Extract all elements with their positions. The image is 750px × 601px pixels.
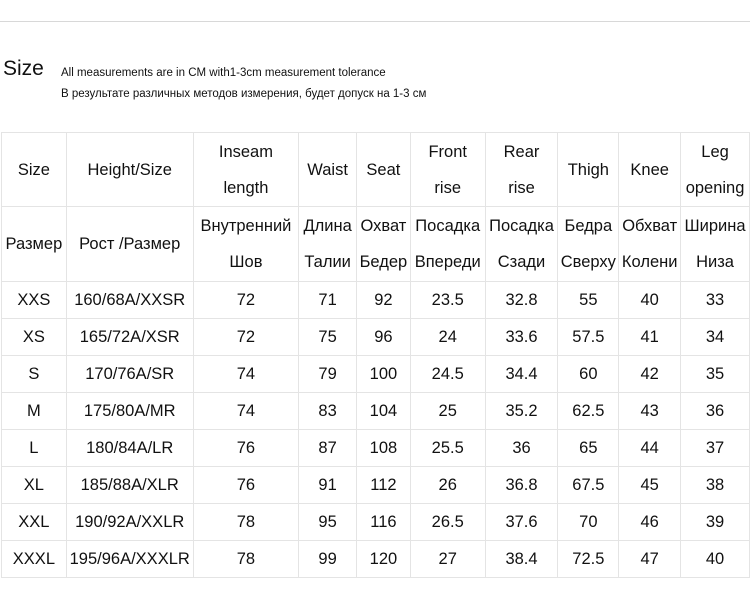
table-cell: 75 [299, 319, 357, 356]
column-header: Seat [356, 133, 410, 207]
table-cell: 74 [193, 356, 299, 393]
table-cell: 116 [356, 504, 410, 541]
size-label-cell: L [2, 430, 67, 467]
size-label-cell: M [2, 393, 67, 430]
column-header: Waist [299, 133, 357, 207]
column-header-line: Ширина [684, 217, 746, 235]
table-cell: 26.5 [410, 504, 485, 541]
table-cell: 95 [299, 504, 357, 541]
table-cell: 78 [193, 504, 299, 541]
table-cell: 65 [558, 430, 619, 467]
table-row [2, 541, 750, 578]
header-row-english [2, 133, 750, 207]
column-header-line: Бедер [359, 253, 408, 271]
column-header-line: Сверху [560, 253, 616, 271]
column-header-line: Leg [701, 142, 729, 161]
table-cell: 27 [410, 541, 485, 578]
size-label-cell: XXL [2, 504, 67, 541]
size-label-cell: XS [2, 319, 67, 356]
column-header-line: Front [428, 142, 467, 161]
table-cell: 71 [299, 282, 357, 319]
table-cell: 24.5 [410, 356, 485, 393]
column-header [193, 133, 299, 207]
column-header-line: Rear [503, 142, 540, 161]
table-cell: 190/92A/XXLR [66, 504, 193, 541]
table-cell: 40 [681, 541, 750, 578]
table-cell: 195/96A/XXXLR [66, 541, 193, 578]
column-header [410, 207, 485, 282]
table-cell: 34 [681, 319, 750, 356]
table-cell: 165/72A/XSR [66, 319, 193, 356]
table-cell: 100 [356, 356, 410, 393]
measurement-note-russian: В результате различных методов измерения, будет допуск на 1-3 см [61, 88, 427, 100]
column-header: Thigh [558, 133, 619, 207]
table-cell: 83 [299, 393, 357, 430]
column-header-line: Длина [303, 217, 352, 235]
table-row [2, 356, 750, 393]
table-cell: 55 [558, 282, 619, 319]
column-header-line: opening [685, 178, 745, 197]
column-header: Размер [2, 207, 67, 282]
table-cell: 170/76A/SR [66, 356, 193, 393]
page-title: Size [3, 57, 44, 80]
table-cell: 38 [681, 467, 750, 504]
table-cell: 39 [681, 504, 750, 541]
table-row [2, 504, 750, 541]
column-header-line: Впереди [414, 253, 481, 271]
table-cell: 40 [619, 282, 681, 319]
table-row [2, 393, 750, 430]
column-header: Рост /Размер [66, 207, 193, 282]
column-header: Knee [619, 133, 681, 207]
table-cell: 76 [193, 430, 299, 467]
column-header-line: Шов [229, 253, 263, 271]
table-cell: 96 [356, 319, 410, 356]
table-cell: 87 [299, 430, 357, 467]
table-cell: 72 [193, 319, 299, 356]
column-header [681, 207, 750, 282]
measurement-note-english: All measurements are in CM with1-3cm measurement tolerance [61, 67, 386, 79]
column-header-line: Inseam [218, 142, 273, 161]
table-cell: 34.4 [485, 356, 558, 393]
header-row-russian [2, 207, 750, 282]
top-divider [0, 21, 750, 22]
size-chart-table [1, 132, 750, 578]
column-header [299, 207, 357, 282]
column-header-line: Посадка [489, 217, 554, 235]
table-cell: 23.5 [410, 282, 485, 319]
column-header-line: Обхват [622, 217, 678, 235]
column-header-line: rise [508, 178, 535, 197]
table-row [2, 467, 750, 504]
table-cell: 47 [619, 541, 681, 578]
column-header-line: Талии [304, 253, 351, 271]
table-cell: 45 [619, 467, 681, 504]
column-header-line: Внутренний [200, 217, 292, 235]
table-cell: 72 [193, 282, 299, 319]
column-header [485, 133, 558, 207]
table-cell: 43 [619, 393, 681, 430]
table-cell: 62.5 [558, 393, 619, 430]
column-header [356, 207, 410, 282]
table-cell: 92 [356, 282, 410, 319]
table-cell: 104 [356, 393, 410, 430]
table-cell: 26 [410, 467, 485, 504]
column-header-line: length [223, 178, 269, 197]
table-cell: 67.5 [558, 467, 619, 504]
table-cell: 36.8 [485, 467, 558, 504]
table-cell: 46 [619, 504, 681, 541]
table-cell: 41 [619, 319, 681, 356]
column-header [410, 133, 485, 207]
size-label-cell: XXXL [2, 541, 67, 578]
table-cell: 160/68A/XXSR [66, 282, 193, 319]
size-label-cell: S [2, 356, 67, 393]
table-cell: 72.5 [558, 541, 619, 578]
table-row [2, 430, 750, 467]
column-header-line: rise [434, 178, 462, 197]
column-header-line: Колени [621, 253, 678, 271]
table-cell: 44 [619, 430, 681, 467]
table-cell: 33.6 [485, 319, 558, 356]
size-label-cell: XXS [2, 282, 67, 319]
column-header-line: Низа [696, 253, 734, 271]
table-cell: 79 [299, 356, 357, 393]
table-cell: 35 [681, 356, 750, 393]
column-header-line: Сзади [497, 253, 546, 271]
table-cell: 42 [619, 356, 681, 393]
table-row [2, 319, 750, 356]
table-cell: 99 [299, 541, 357, 578]
table-cell: 74 [193, 393, 299, 430]
table-cell: 91 [299, 467, 357, 504]
table-cell: 36 [485, 430, 558, 467]
table-cell: 108 [356, 430, 410, 467]
table-cell: 76 [193, 467, 299, 504]
table-cell: 36 [681, 393, 750, 430]
table-cell: 78 [193, 541, 299, 578]
table-cell: 112 [356, 467, 410, 504]
table-cell: 25.5 [410, 430, 485, 467]
column-header [485, 207, 558, 282]
table-row [2, 282, 750, 319]
table-cell: 185/88A/XLR [66, 467, 193, 504]
column-header [681, 133, 750, 207]
table-cell: 60 [558, 356, 619, 393]
table-cell: 32.8 [485, 282, 558, 319]
table-cell: 35.2 [485, 393, 558, 430]
table-cell: 37.6 [485, 504, 558, 541]
column-header-line: Бедра [564, 217, 613, 235]
table-cell: 25 [410, 393, 485, 430]
table-cell: 38.4 [485, 541, 558, 578]
table-cell: 180/84A/LR [66, 430, 193, 467]
table-cell: 24 [410, 319, 485, 356]
column-header-line: Посадка [415, 217, 481, 235]
table-cell: 120 [356, 541, 410, 578]
column-header: Height/Size [66, 133, 193, 207]
table-cell: 70 [558, 504, 619, 541]
column-header: Size [2, 133, 67, 207]
table-cell: 37 [681, 430, 750, 467]
table-cell: 33 [681, 282, 750, 319]
column-header-line: Охват [360, 217, 407, 235]
table-cell: 57.5 [558, 319, 619, 356]
column-header [619, 207, 681, 282]
size-label-cell: XL [2, 467, 67, 504]
column-header [193, 207, 299, 282]
table-cell: 175/80A/MR [66, 393, 193, 430]
column-header [558, 207, 619, 282]
